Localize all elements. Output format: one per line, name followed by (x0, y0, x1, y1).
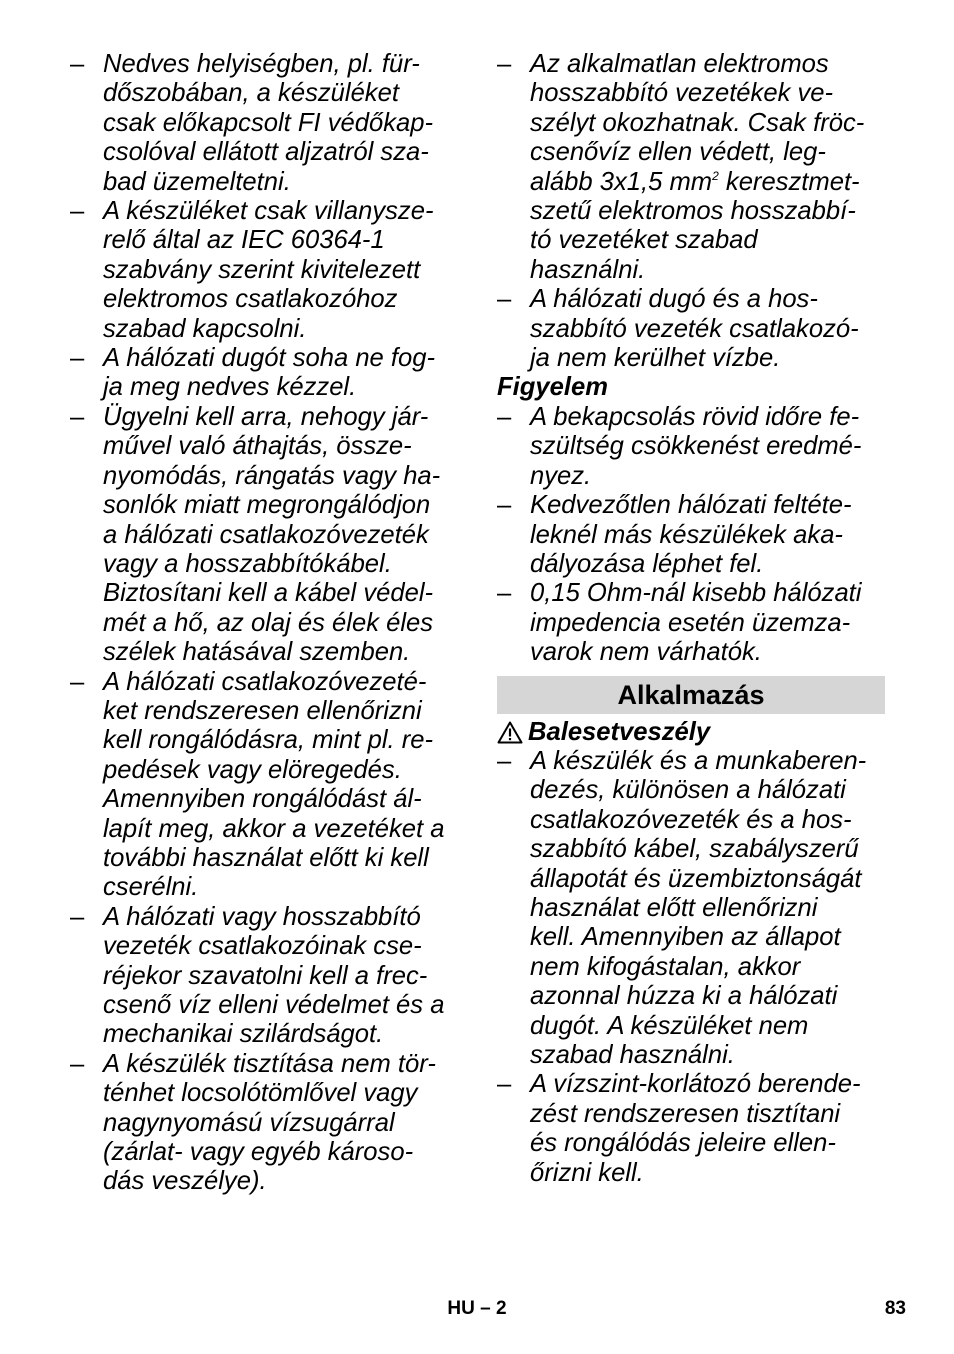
list-item-text: A hálózati dugó és a hos- szabbító vezeték csatlakozó- ja nem kerülhet vízbe. (530, 285, 859, 373)
list-item-text: A vízszint-korlátozó berende- zést rendszeresen tisztítani és rongálódás jeleire ellen- őrizni kell. (530, 1070, 861, 1187)
list-item (497, 403, 885, 491)
list-dash: – (497, 491, 512, 520)
warning-heading (497, 718, 885, 747)
list-item (497, 747, 885, 1070)
warning-title: Balesetveszély (528, 717, 711, 746)
list-dash: – (70, 344, 85, 373)
list-dash: – (497, 402, 512, 431)
list-item (70, 1050, 462, 1197)
list-dash: – (70, 1049, 85, 1078)
list-item-text: A hálózati csatlakozóvezeté- ket rendszeresen ellenőrizni kell rongálódásra, mint pl. re- pedések vagy elöregedés. Amennyiben rongálódást ál- lapít meg, akkor a vezetéket a további használat előtt ki kell cserélni. (103, 667, 445, 902)
list-dash: – (70, 402, 85, 431)
list-dash: – (497, 50, 512, 78)
figyelem-heading: Figyelem (497, 373, 608, 402)
list-item-text: Nedves helyiségben, pl. für- dőszobában, a készüléket csak előkapcsolt FI védőkap- csolóval ellátott aljzatról sza- bad üzemeltetni. (103, 50, 434, 196)
list-item (70, 50, 462, 197)
list-item (70, 903, 462, 1050)
list-item (70, 403, 462, 668)
list-dash: – (70, 50, 85, 78)
list-item (70, 668, 462, 903)
list-item-text: A hálózati vagy hosszabbító vezeték csatlakozóinak cse- réjekor szavatolni kell a frec- csenő víz elleni védelmet és a mechanikai szilárdságot. (103, 902, 445, 1049)
list-item-text-part: keresztmet- szetű elektromos hosszabbí- tó vezetéket szabad használni. (530, 167, 860, 284)
list-dash: – (497, 1070, 512, 1099)
list-item-text: A hálózati dugót soha ne fog- ja meg nedves kézzel. (103, 344, 436, 402)
list-dash: – (70, 667, 85, 696)
list-item (70, 197, 462, 344)
list-dash: – (497, 579, 512, 608)
page-number: 83 (884, 1298, 906, 1319)
list-dash: – (70, 197, 85, 226)
list-item-text: 0,15 Ohm-nál kisebb hálózati impedencia esetén üzemza- varok nem várhatók. (530, 579, 862, 667)
list-item (497, 285, 885, 373)
list-item-text: Kedvezőtlen hálózati feltéte- leknél más készülékek aka- dályozása léphet fel. (530, 491, 852, 578)
list-item (497, 579, 885, 667)
right-column (497, 50, 885, 1188)
left-column (70, 50, 462, 1197)
superscript: 2 (712, 168, 719, 183)
warning-triangle-icon (497, 721, 523, 744)
list-item-text: Ügyelni kell arra, nehogy jár- művel való áthajtás, össze- nyomódás, rángatás vagy ha- sonlók miatt megrongálódjon a hálózati csatlakozóvezeték vagy a hosszabbítókábel. Biztosítani kell a kábel védel- mét a hő, az olaj és élek éles szélek hatásával szemben. (103, 402, 441, 667)
list-item (70, 344, 462, 403)
section-heading: Alkalmazás (497, 676, 885, 714)
list-item (497, 1070, 885, 1188)
list-dash: – (497, 746, 512, 775)
list-item (497, 491, 885, 579)
footer-section-label: HU – 2 (447, 1298, 507, 1319)
list-dash: – (497, 285, 512, 314)
list-item-text-part: Az alkalmatlan elektromos hosszabbító vezetékek ve- szélyt okozhatnak. Csak fröc- csenővíz ellen védett, leg- alább 3x1,5 mm (530, 50, 865, 196)
list-item-text: A készülék tisztítása nem tör- ténhet locsolótömlővel vagy nagynyomású vízsugárral (zárlat- vagy egyéb károso- dás veszélye). (103, 1049, 436, 1196)
list-dash: – (70, 902, 85, 931)
list-item-text: A készülék és a munkaberen- dezés, különösen a hálózati csatlakozóvezeték és a hos- szabbító kábel, szabályszerű állapotát és üzembiztonságát használat előtt ellenőrizni kell. Amennyiben az állapot nem kifogástalan, akkor azonnal húzza ki a hálózati dugót. A készüléket nem szabad használni. (530, 746, 867, 1069)
list-item (497, 50, 885, 285)
list-item-text: A készüléket csak villanysze- relő által az IEC 60364-1 szabvány szerint kivitelezett elektromos csatlakozóhoz szabad kapcsolni. (103, 197, 434, 343)
list-item-text: A bekapcsolás rövid időre fe- szültség csökkenést eredmé- nyez. (530, 402, 862, 490)
